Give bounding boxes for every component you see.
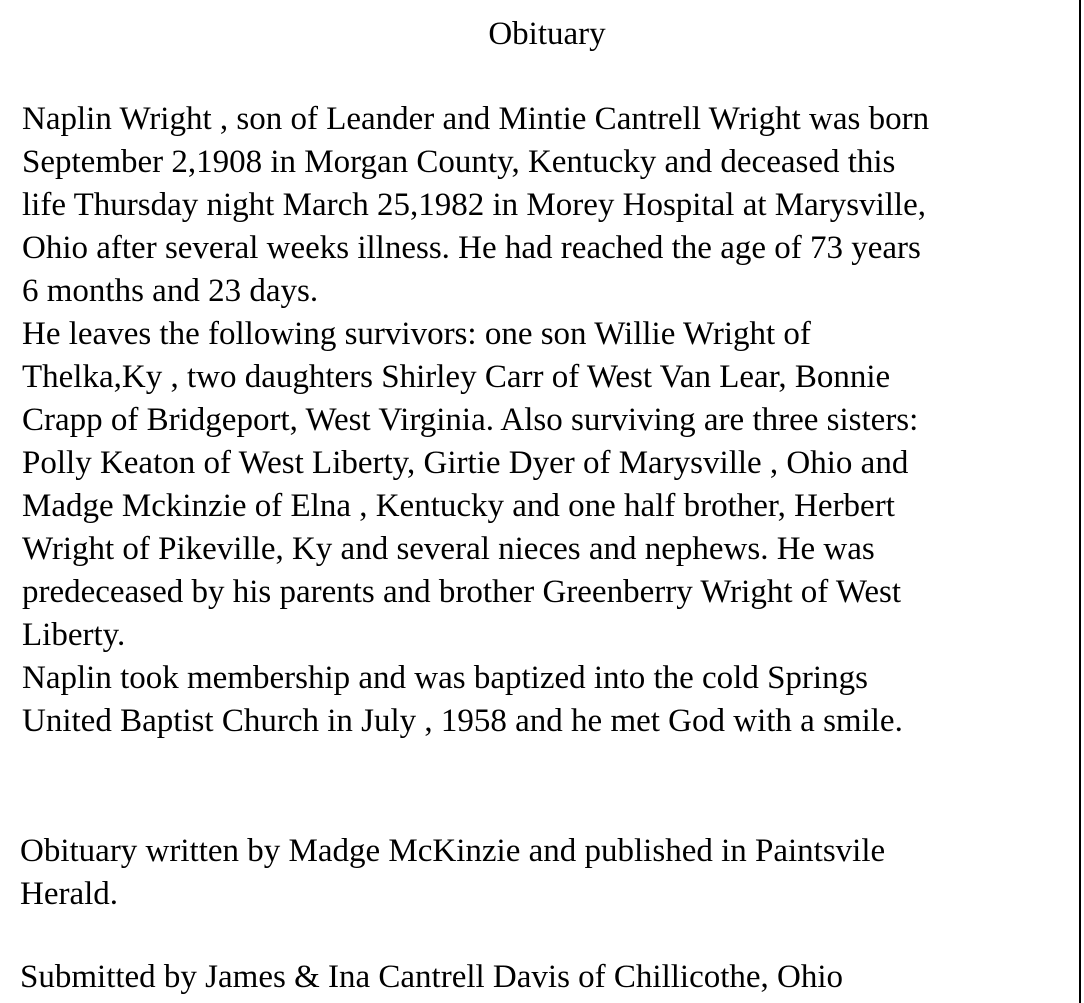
text-line: predeceased by his parents and brother Greenberry Wright of West — [22, 574, 902, 610]
paragraph-birth-death — [22, 98, 1077, 313]
written-by-note — [20, 830, 885, 916]
paragraph-church — [22, 657, 1077, 743]
text-line: Obituary written by Madge McKinzie and published in Paintsvile — [20, 833, 886, 869]
text-line: Ohio after several weeks illness. He had reached the age of 73 years — [22, 230, 921, 266]
text-line: Wright of Pikeville, Ky and several nieces and nephews. He was — [22, 531, 875, 567]
text-line: Liberty. — [22, 617, 126, 653]
text-line: United Baptist Church in July , 1958 and he met God with a smile. — [22, 703, 903, 739]
page-edge-border — [1079, 0, 1081, 1003]
text-line: Naplin Wright , son of Leander and Mintie Cantrell Wright was born — [22, 101, 930, 137]
text-line: 6 months and 23 days. — [22, 273, 319, 309]
page-title: Obituary — [488, 16, 606, 52]
paragraph-survivors — [22, 313, 1077, 657]
obituary-body — [22, 98, 1077, 743]
text-line: life Thursday night March 25,1982 in Morey Hospital at Marysville, — [22, 187, 926, 223]
text-line: Herald. — [20, 876, 119, 912]
text-line: Naplin took membership and was baptized into the cold Springs — [22, 660, 868, 696]
submitted-by-note: Submitted by James & Ina Cantrell Davis of Chillicothe, Ohio — [20, 959, 844, 995]
text-line: September 2,1908 in Morgan County, Kentucky and deceased this — [22, 144, 896, 180]
text-line: Thelka,Ky , two daughters Shirley Carr of West Van Lear, Bonnie — [22, 359, 891, 395]
text-line: Polly Keaton of West Liberty, Girtie Dyer of Marysville , Ohio and — [22, 445, 909, 481]
text-line: Crapp of Bridgeport, West Virginia. Also surviving are three sisters: — [22, 402, 919, 438]
text-line: Madge Mckinzie of Elna , Kentucky and one half brother, Herbert — [22, 488, 895, 524]
text-line: He leaves the following survivors: one son Willie Wright of — [22, 316, 811, 352]
